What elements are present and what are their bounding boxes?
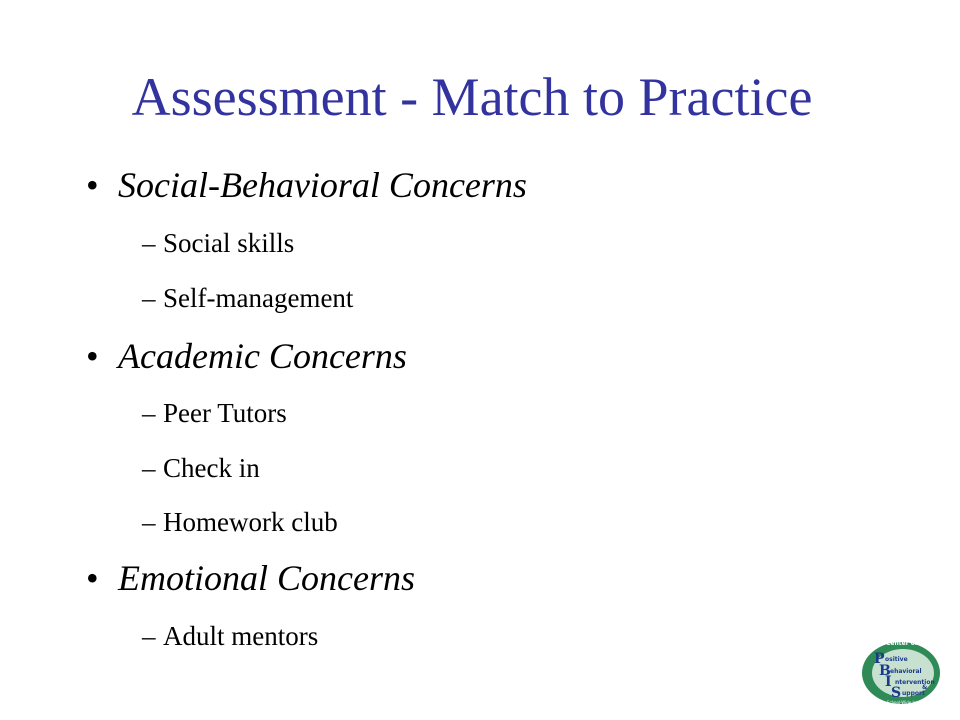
- logo-word: ehavioral: [890, 668, 922, 675]
- logo-letter-s: S: [891, 685, 902, 701]
- bullet-heading: Emotional Concerns: [118, 558, 415, 598]
- sub-item-label: Social skills: [163, 228, 295, 258]
- sub-item-label: Check in: [163, 453, 260, 483]
- bullet-marker: •: [86, 165, 99, 205]
- bullet-social-behavioral: [86, 163, 527, 207]
- bullet-emotional: [86, 556, 415, 600]
- slide-title: Assessment - Match to Practice: [131, 67, 813, 127]
- dash-marker: –: [142, 453, 156, 483]
- logo-letter-b: B: [879, 663, 891, 679]
- sub-item-label: Peer Tutors: [163, 398, 287, 428]
- sub-item-peer-tutors: [142, 396, 287, 430]
- logo-tagline: Effective School-Wide Interventions: [868, 700, 940, 705]
- logo-word: &: [922, 684, 928, 691]
- bullet-marker: •: [86, 336, 99, 376]
- bullet-heading: Social-Behavioral Concerns: [118, 165, 527, 205]
- sub-item-homework-club: [142, 505, 338, 539]
- sub-item-self-management: [142, 281, 353, 315]
- bullet-marker: •: [86, 558, 99, 598]
- logo-top-text: OSEP Center on: [866, 640, 920, 647]
- sub-item-check-in: [142, 451, 260, 485]
- dash-marker: –: [142, 283, 156, 313]
- bullet-heading: Academic Concerns: [118, 336, 407, 376]
- dash-marker: –: [142, 507, 156, 537]
- logo-word: upport: [902, 690, 925, 697]
- pbis-logo: [860, 636, 942, 706]
- dash-marker: –: [142, 621, 156, 651]
- logo-word: ntervention: [895, 679, 935, 686]
- bullet-academic: [86, 334, 407, 378]
- dash-marker: –: [142, 398, 156, 428]
- sub-item-label: Self-management: [163, 283, 354, 313]
- sub-item-social-skills: [142, 226, 294, 260]
- logo-word: ositive: [885, 656, 908, 663]
- logo-letter-p: P: [874, 651, 885, 667]
- sub-item-adult-mentors: [142, 619, 318, 653]
- sub-item-label: Homework club: [163, 507, 338, 537]
- sub-item-label: Adult mentors: [163, 621, 319, 651]
- dash-marker: –: [142, 228, 156, 258]
- logo-letter-i: I: [885, 674, 892, 690]
